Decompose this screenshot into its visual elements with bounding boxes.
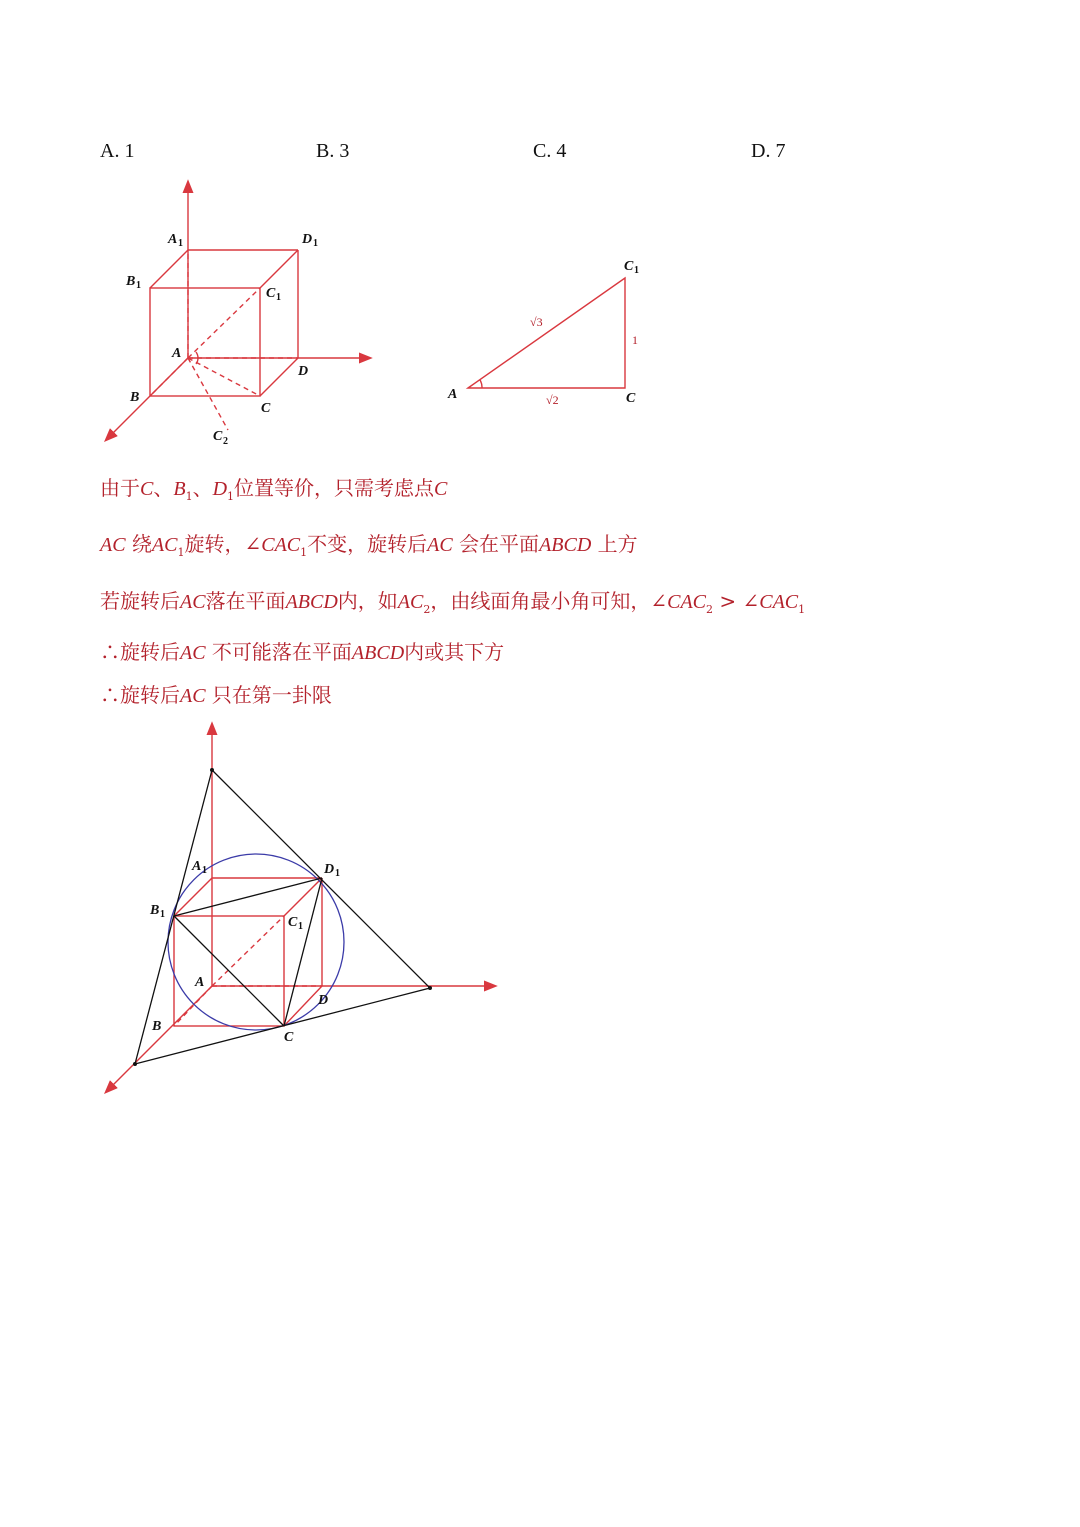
svg-text:C: C [288, 915, 298, 930]
triangle-figure [468, 278, 625, 388]
svg-text:1: 1 [313, 238, 318, 249]
cube-circle-labels [149, 859, 340, 1045]
label-b1: B [126, 274, 136, 289]
svg-text:1: 1 [335, 868, 340, 879]
label-d: D [298, 364, 309, 379]
svg-text:1: 1 [202, 865, 207, 876]
svg-text:1: 1 [634, 265, 639, 276]
svg-text:1: 1 [178, 238, 183, 249]
label-d1: D [302, 232, 313, 247]
reasoning-line-4: ∴旋转后AC 不可能落在平面ABCD内或其下方 [100, 640, 505, 664]
svg-text:1: 1 [298, 921, 303, 932]
triangle-labels [447, 259, 639, 407]
triangle-hypotenuse-label: √3 [530, 315, 543, 329]
reasoning-line-3: 若旋转后AC落在平面ABCD内，如$AC_2$，由线面角最小角可知，$\angle CAC_2$ > $\angle CAC_1$ [100, 589, 806, 616]
option-d: D. 7 [751, 140, 786, 162]
x-axis [106, 358, 188, 440]
cube-figure [106, 182, 370, 440]
svg-text:B: B [152, 1019, 162, 1034]
label-c2: C [213, 429, 223, 444]
label-c: C [261, 401, 271, 416]
svg-text:B: B [150, 903, 160, 918]
triangle-base-label: √2 [546, 393, 559, 407]
svg-text:2: 2 [223, 436, 228, 447]
label-a: A [172, 346, 182, 361]
svg-text:A: A [448, 387, 458, 402]
option-a: A. 1 [100, 140, 135, 162]
svg-text:C: C [284, 1030, 294, 1045]
svg-text:1: 1 [160, 909, 165, 920]
cube-circle-figure [106, 724, 495, 1092]
reasoning-line-2: AC 绕$AC_1$旋转，$\angle CAC_1$不变，旋转后AC 会在平面ABCD 上方 [100, 532, 638, 559]
triangle-vertical-label: 1 [632, 333, 638, 347]
option-b: B. 3 [316, 140, 350, 162]
svg-text:D: D [324, 862, 335, 877]
svg-text:1: 1 [276, 292, 281, 303]
svg-text:C: C [626, 391, 636, 406]
reasoning-line-5: ∴旋转后AC 只在第一卦限 [100, 683, 332, 707]
svg-text:A: A [192, 859, 202, 874]
label-a1: A [168, 232, 178, 247]
svg-text:C: C [624, 259, 634, 274]
cube-labels [125, 232, 318, 447]
option-c: C. 4 [533, 140, 567, 162]
svg-text:A: A [195, 975, 205, 990]
svg-text:D: D [318, 993, 329, 1008]
label-b: B [130, 390, 140, 405]
svg-text:1: 1 [136, 280, 141, 291]
label-c1: C [266, 286, 276, 301]
reasoning-line-1: 由于C、$B_1$、$D_1$位置等价，只需考虑点C [100, 476, 448, 503]
